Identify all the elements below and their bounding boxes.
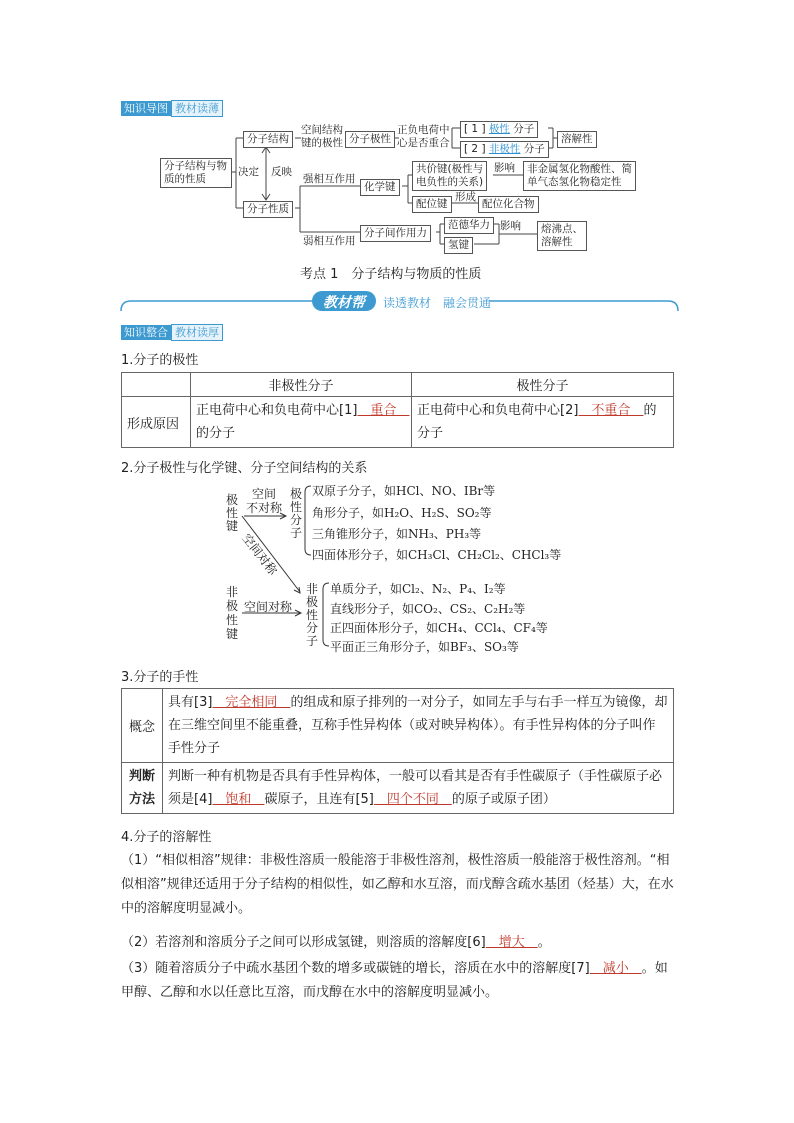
polar-example-2: 角形分子，如H₂O、H₂S、SO₂等 [312,506,492,520]
map-property-text: 分子性质 [247,203,289,215]
map-blank2-num: [ 2 ] [464,143,486,155]
map-reflect-label: 反映 [271,166,292,178]
map-influence2-label: 影响 [500,220,521,232]
nonpolar-example-1: 单质分子，如Cl₂、N₂、P₄、I₂等 [330,582,506,596]
cell-text: 的分子 [417,403,657,441]
nonpolar-example-4: 平面正三角形分子，如BF₃、SO₃等 [330,640,519,654]
map-blank1-num: [ 1 ] [464,123,486,135]
asymmetric-label: 空间 不对称 [246,487,283,515]
section1-title: 1.分子的极性 [121,353,199,368]
map-mol-polar-text: 分子极性 [349,133,391,145]
banner-slogan: 读透教材 融会贯通 [383,296,492,310]
map-form-label: 形成 [455,191,476,203]
chirality-table [121,688,674,814]
answer-1: 重合 [357,403,410,418]
map-vdw-text: 范德华力 [448,219,490,231]
judge-cell [163,763,674,814]
section2-title: 2.分子极性与化学键、分子空间结构的关系 [121,461,368,476]
map-strong-label: 强相互作用 [303,173,356,185]
banner-title: 教材帮 [323,295,365,311]
table-row [122,689,674,763]
para-text: 。 [537,935,551,950]
diagonal-symmetric-label: 空间对称 [239,531,280,578]
answer-7: 减小 [589,961,642,976]
para-text: 。如甲醇、乙醇和水以任意比互溶，而戊醇在水中的溶解度明显减小。 [121,961,668,1000]
map-structure-text: 分子结构 [247,133,289,145]
symmetric-label: 空间对称 [244,600,293,614]
para-text: （2）若溶剂和溶质分子之间可以形成氢键，则溶质的溶解度[6] [121,935,486,950]
nonpolar-molecule-label: 非 极 性 分 子 [306,582,319,648]
map-mp-text: 熔沸点、 溶解性 [541,223,583,248]
solubility-paragraph-2 [121,931,676,955]
map-solubility-text: 溶解性 [561,133,593,145]
table-row [122,763,674,814]
header2-tag-secondary: 教材读厚 [171,324,223,341]
map-influence1-label: 影响 [494,162,515,174]
map-coord-bond-text: 配位键 [416,198,448,210]
header-tag-secondary: 教材读薄 [171,100,223,117]
cell-text: 判断一种有机物是否具有手性异构体，一般可以看其是否有手性碳原子（手性碳原子必须是[4] [168,769,663,807]
map-weak-label: 弱相互作用 [303,235,356,247]
polar-example-3: 三角锥形分子，如NH₃、PH₃等 [312,527,482,541]
cell-text: 正电荷中心和负电荷中心[2] [417,403,579,418]
map-root-text: 分子结构与物质的性质 [164,160,227,185]
polar-molecule-label: 极 性 分 子 [290,487,303,540]
map-blank1-tail: 分子 [513,123,535,135]
map-blank2-tail: 分子 [523,143,545,155]
nonpolar-example-2: 直线形分子，如CO₂、CS₂、C₂H₂等 [330,602,526,616]
section3-title: 3.分子的手性 [121,670,199,685]
concept-label: 概念 [122,689,163,763]
topic-title: 考点 1 分子结构与物质的性质 [300,267,482,282]
header2-tag-primary: 知识整合 [121,325,171,340]
section4-title: 4.分子的溶解性 [121,830,212,845]
cell-text: 碳原子，且连有[5] [264,792,374,807]
nonpolar-example-3: 正四面体形分子，如CH₄、CCl₄、CF₄等 [330,621,548,635]
polarity-row-label: 形成原因 [122,397,191,448]
concept-cell [163,689,674,763]
answer-6: 增大 [485,935,538,950]
map-charge-center-label: 正负电荷中 心是否重合 [397,124,450,149]
map-coord-compound-text: 配位化合物 [482,198,535,210]
cell-text: 的原子或原子团） [451,792,556,807]
map-decide-label: 决定 [238,166,259,178]
polarity-col-nonpolar: 非极性分子 [191,373,412,397]
answer-2: 不重合 [578,403,644,418]
answer-5: 四个不同 [373,792,452,807]
judge-label: 判断 方法 [122,763,163,814]
polar-example-4: 四面体形分子，如CH₃Cl、CH₂Cl₂、CHCl₃等 [312,548,562,562]
solubility-paragraph-1: （1）“相似相溶”规律：非极性溶质一般能溶于非极性溶剂，极性溶质一般能溶于极性溶剂。“相似相溶”规律还适用于分子结构的相似性，如乙醇和水互溶，而戊醇含疏水基团（烃基）大，在水中的溶解度明显减小。 [121,853,674,916]
map-covalent-text: 共价键(极性与 电负性的关系) [416,163,484,188]
map-chem-bond-text: 化学键 [364,181,396,193]
cell-text: 的组成和原子排列的一对分子，如同左手与右手一样互为镜像，却在三维空间里不能重叠，互称手性异构体（或对映异构体）。有手性异构体的分子叫作手性分子 [168,695,668,756]
map-bond-polar-label: 空间结构 键的极性 [301,124,343,149]
cell-text: 正电荷中心和负电荷中心[1] [196,403,358,418]
answer-3: 完全相同 [212,695,291,710]
map-blank1-answer: 极性 [488,123,510,135]
map-hbond-text: 氢键 [448,239,469,251]
polarity-col-polar: 极性分子 [412,373,674,397]
map-intermol-text: 分子间作用力 [364,227,427,239]
header-tag-primary: 知识导图 [121,101,171,116]
solubility-paragraph-3 [121,957,676,1005]
cell-text: 的分子 [196,426,236,441]
nonpolar-bond-label: 非 极 性 键 [226,585,239,641]
map-blank2-answer: 非极性 [488,143,521,155]
polar-example-1: 双原子分子，如HCl、NO、IBr等 [312,484,496,498]
answer-4: 饱和 [212,792,265,807]
map-acid-text: 非金属氢化物酸性、简 单气态氢化物稳定性 [527,163,632,188]
cell-text: 具有[3] [168,695,213,710]
polar-bond-label: 极 性 键 [226,493,239,533]
para-text: （3）随着溶质分子中疏水基团个数的增多或碳链的增长，溶质在水中的溶解度[7] [121,961,590,976]
